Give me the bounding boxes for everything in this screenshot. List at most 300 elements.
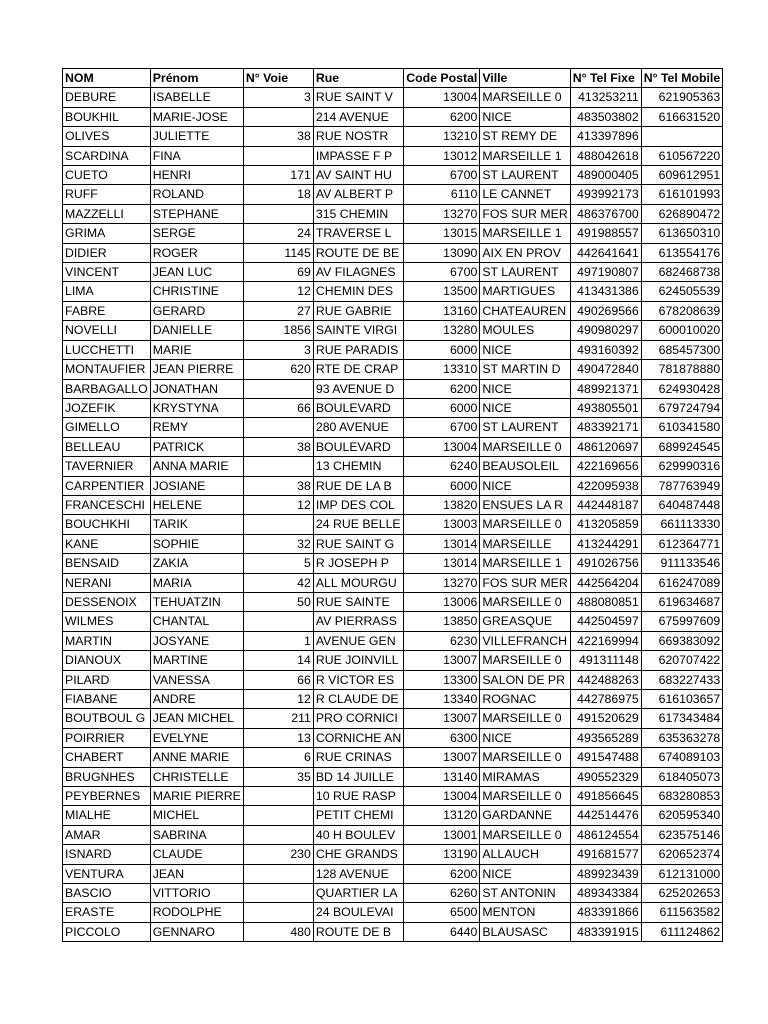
cell-tel-fixe: 489000405 — [570, 166, 641, 185]
cell-code-postal: 13007 — [404, 748, 480, 767]
cell-n-voie: 12 — [243, 690, 313, 709]
cell-rue: IMP DES COL — [313, 495, 403, 514]
cell-code-postal: 13190 — [404, 845, 480, 864]
cell-tel-fixe: 491311148 — [570, 651, 641, 670]
table-row — [63, 166, 723, 185]
cell-nom: CUETO — [63, 166, 151, 185]
cell-rue: ROUTE DE BE — [313, 243, 403, 262]
cell-rue: R CLAUDE DE — [313, 690, 403, 709]
cell-n-voie: 18 — [243, 185, 313, 204]
cell-code-postal: 6700 — [404, 166, 480, 185]
cell-rue: BOULEVARD — [313, 437, 403, 456]
cell-n-voie: 6 — [243, 748, 313, 767]
cell-ville: MIRAMAS — [480, 767, 570, 786]
cell-tel-mobile: 617343484 — [641, 709, 722, 728]
cell-rue: ROUTE DE B — [313, 922, 403, 941]
cell-ville: GREASQUE — [480, 612, 570, 631]
cell-nom: BASCIO — [63, 884, 151, 903]
cell-rue: 24 BOULEVAI — [313, 903, 403, 922]
cell-prenom: JEAN MICHEL — [150, 709, 243, 728]
cell-tel-mobile: 611563582 — [641, 903, 722, 922]
cell-tel-fixe: 488080851 — [570, 592, 641, 611]
table-row — [63, 340, 723, 359]
cell-tel-fixe: 491681577 — [570, 845, 641, 864]
cell-rue: IMPASSE F P — [313, 146, 403, 165]
cell-nom: BOUCHKHI — [63, 515, 151, 534]
cell-ville: MENTON — [480, 903, 570, 922]
cell-code-postal: 13270 — [404, 573, 480, 592]
cell-tel-mobile: 669383092 — [641, 631, 722, 650]
cell-rue: PRO CORNICI — [313, 709, 403, 728]
cell-n-voie — [243, 457, 313, 476]
cell-tel-fixe: 486120697 — [570, 437, 641, 456]
cell-rue: CORNICHE AN — [313, 728, 403, 747]
cell-nom: NOVELLI — [63, 321, 151, 340]
cell-prenom: MARIE — [150, 340, 243, 359]
cell-tel-mobile: 616103657 — [641, 690, 722, 709]
cell-n-voie — [243, 418, 313, 437]
table-row — [63, 592, 723, 611]
cell-prenom: VITTORIO — [150, 884, 243, 903]
cell-tel-fixe: 483391915 — [570, 922, 641, 941]
cell-prenom: FINA — [150, 146, 243, 165]
table-row — [63, 495, 723, 514]
cell-prenom: ANDRE — [150, 690, 243, 709]
cell-nom: GIMELLO — [63, 418, 151, 437]
cell-nom: MARTIN — [63, 631, 151, 650]
cell-code-postal: 13014 — [404, 534, 480, 553]
table-row — [63, 379, 723, 398]
table-row — [63, 709, 723, 728]
cell-nom: BOUTBOUL G — [63, 709, 151, 728]
cell-n-voie — [243, 787, 313, 806]
cell-tel-fixe: 442448187 — [570, 495, 641, 514]
cell-tel-mobile: 612364771 — [641, 534, 722, 553]
cell-rue: CHE GRANDS — [313, 845, 403, 864]
cell-tel-mobile: 610341580 — [641, 418, 722, 437]
cell-tel-fixe: 491026756 — [570, 554, 641, 573]
table-row — [63, 476, 723, 495]
cell-code-postal: 6700 — [404, 263, 480, 282]
cell-tel-mobile: 683280853 — [641, 787, 722, 806]
cell-prenom: HENRI — [150, 166, 243, 185]
cell-tel-mobile: 635363278 — [641, 728, 722, 747]
cell-code-postal: 13820 — [404, 495, 480, 514]
column-header-prenom: Prénom — [150, 69, 243, 88]
cell-rue: 13 CHEMIN — [313, 457, 403, 476]
cell-code-postal: 13004 — [404, 88, 480, 107]
cell-rue: RUE DE LA B — [313, 476, 403, 495]
cell-prenom: STEPHANE — [150, 204, 243, 223]
cell-tel-fixe: 491988557 — [570, 224, 641, 243]
table-row — [63, 631, 723, 650]
cell-prenom: MARIE PIERRE — [150, 787, 243, 806]
cell-ville: VILLEFRANCH — [480, 631, 570, 650]
cell-n-voie: 230 — [243, 845, 313, 864]
cell-nom: PICCOLO — [63, 922, 151, 941]
cell-n-voie: 38 — [243, 437, 313, 456]
cell-n-voie: 480 — [243, 922, 313, 941]
cell-ville: NICE — [480, 398, 570, 417]
cell-prenom: SERGE — [150, 224, 243, 243]
cell-tel-fixe: 413253211 — [570, 88, 641, 107]
cell-code-postal: 13210 — [404, 127, 480, 146]
cell-n-voie — [243, 204, 313, 223]
cell-ville: MARSEILLE 0 — [480, 709, 570, 728]
cell-tel-fixe: 483391866 — [570, 903, 641, 922]
cell-n-voie: 1145 — [243, 243, 313, 262]
cell-code-postal: 6200 — [404, 107, 480, 126]
table-row — [63, 864, 723, 883]
cell-code-postal: 13280 — [404, 321, 480, 340]
cell-nom: RUFF — [63, 185, 151, 204]
cell-n-voie: 38 — [243, 476, 313, 495]
table-row — [63, 321, 723, 340]
cell-ville: NICE — [480, 476, 570, 495]
cell-prenom: MARIE-JOSE — [150, 107, 243, 126]
cell-tel-fixe: 489343384 — [570, 884, 641, 903]
cell-tel-fixe: 413431386 — [570, 282, 641, 301]
cell-code-postal: 6260 — [404, 884, 480, 903]
cell-ville: ST REMY DE — [480, 127, 570, 146]
cell-rue: 128 AVENUE — [313, 864, 403, 883]
cell-code-postal: 6000 — [404, 476, 480, 495]
cell-tel-mobile: 674089103 — [641, 748, 722, 767]
table-row — [63, 185, 723, 204]
cell-code-postal: 13006 — [404, 592, 480, 611]
cell-rue: 10 RUE RASP — [313, 787, 403, 806]
cell-ville: MARTIGUES — [480, 282, 570, 301]
cell-tel-mobile: 624505539 — [641, 282, 722, 301]
table-row — [63, 204, 723, 223]
cell-prenom: EVELYNE — [150, 728, 243, 747]
cell-n-voie: 1856 — [243, 321, 313, 340]
cell-nom: DIANOUX — [63, 651, 151, 670]
cell-rue: PETIT CHEMI — [313, 806, 403, 825]
cell-rue: RUE GABRIE — [313, 301, 403, 320]
cell-tel-fixe: 442564204 — [570, 573, 641, 592]
cell-tel-mobile: 625202653 — [641, 884, 722, 903]
table-row — [63, 884, 723, 903]
cell-nom: VINCENT — [63, 263, 151, 282]
cell-tel-fixe: 486376700 — [570, 204, 641, 223]
cell-nom: BENSAID — [63, 554, 151, 573]
cell-ville: MOULES — [480, 321, 570, 340]
cell-n-voie: 12 — [243, 282, 313, 301]
table-row — [63, 767, 723, 786]
cell-tel-fixe: 413244291 — [570, 534, 641, 553]
cell-prenom: SABRINA — [150, 825, 243, 844]
cell-n-voie — [243, 107, 313, 126]
cell-prenom: MICHEL — [150, 806, 243, 825]
cell-tel-mobile: 619634687 — [641, 592, 722, 611]
cell-n-voie: 50 — [243, 592, 313, 611]
cell-tel-fixe: 442488263 — [570, 670, 641, 689]
cell-prenom: CLAUDE — [150, 845, 243, 864]
cell-rue: 24 RUE BELLE — [313, 515, 403, 534]
cell-ville: BEAUSOLEIL — [480, 457, 570, 476]
table-row — [63, 670, 723, 689]
cell-tel-mobile: 616631520 — [641, 107, 722, 126]
table-row — [63, 903, 723, 922]
cell-tel-fixe: 490269566 — [570, 301, 641, 320]
cell-ville: MARSEILLE 0 — [480, 787, 570, 806]
cell-code-postal: 6700 — [404, 418, 480, 437]
cell-ville: FOS SUR MER — [480, 573, 570, 592]
cell-tel-fixe: 490472840 — [570, 360, 641, 379]
cell-code-postal: 13500 — [404, 282, 480, 301]
cell-ville: ST ANTONIN — [480, 884, 570, 903]
cell-rue: RUE SAINTE — [313, 592, 403, 611]
cell-tel-fixe: 490980297 — [570, 321, 641, 340]
cell-tel-fixe: 493565289 — [570, 728, 641, 747]
cell-tel-mobile: 616247089 — [641, 573, 722, 592]
cell-n-voie: 14 — [243, 651, 313, 670]
cell-code-postal: 13850 — [404, 612, 480, 631]
cell-n-voie: 13 — [243, 728, 313, 747]
cell-nom: MIALHE — [63, 806, 151, 825]
cell-rue: AV ALBERT P — [313, 185, 403, 204]
cell-code-postal: 13007 — [404, 709, 480, 728]
cell-prenom: ROLAND — [150, 185, 243, 204]
cell-ville: ENSUES LA R — [480, 495, 570, 514]
cell-ville: CHATEAUREN — [480, 301, 570, 320]
cell-code-postal: 13300 — [404, 670, 480, 689]
cell-ville: NICE — [480, 340, 570, 359]
cell-code-postal: 13003 — [404, 515, 480, 534]
cell-nom: DIDIER — [63, 243, 151, 262]
cell-n-voie: 32 — [243, 534, 313, 553]
cell-ville: NICE — [480, 379, 570, 398]
cell-code-postal: 13012 — [404, 146, 480, 165]
cell-tel-fixe: 493992173 — [570, 185, 641, 204]
cell-nom: ISNARD — [63, 845, 151, 864]
cell-ville: BLAUSASC — [480, 922, 570, 941]
cell-code-postal: 13270 — [404, 204, 480, 223]
cell-code-postal: 6200 — [404, 379, 480, 398]
cell-n-voie: 38 — [243, 127, 313, 146]
cell-prenom: PATRICK — [150, 437, 243, 456]
cell-nom: AMAR — [63, 825, 151, 844]
cell-n-voie: 12 — [243, 495, 313, 514]
cell-nom: POIRRIER — [63, 728, 151, 747]
cell-prenom: MARTINE — [150, 651, 243, 670]
column-header-code-postal: Code Postal — [404, 69, 480, 88]
cell-nom: WILMES — [63, 612, 151, 631]
cell-n-voie: 24 — [243, 224, 313, 243]
cell-ville: MARSEILLE 0 — [480, 88, 570, 107]
cell-nom: NERANI — [63, 573, 151, 592]
cell-n-voie: 42 — [243, 573, 313, 592]
cell-code-postal: 6000 — [404, 340, 480, 359]
cell-tel-mobile: 609612951 — [641, 166, 722, 185]
cell-n-voie: 66 — [243, 670, 313, 689]
cell-code-postal: 13007 — [404, 651, 480, 670]
cell-rue: RTE DE CRAP — [313, 360, 403, 379]
header-row — [63, 69, 723, 88]
cell-rue: R VICTOR ES — [313, 670, 403, 689]
cell-code-postal: 6500 — [404, 903, 480, 922]
cell-rue: RUE SAINT G — [313, 534, 403, 553]
table-row — [63, 573, 723, 592]
cell-n-voie — [243, 864, 313, 883]
table-row — [63, 243, 723, 262]
table-row — [63, 301, 723, 320]
cell-rue: 280 AVENUE — [313, 418, 403, 437]
contacts-table — [62, 68, 723, 942]
cell-tel-mobile: 621905363 — [641, 88, 722, 107]
cell-nom: FIABANE — [63, 690, 151, 709]
cell-rue: RUE NOSTR — [313, 127, 403, 146]
cell-code-postal: 13160 — [404, 301, 480, 320]
cell-tel-fixe: 488042618 — [570, 146, 641, 165]
cell-prenom: ISABELLE — [150, 88, 243, 107]
cell-ville: ALLAUCH — [480, 845, 570, 864]
cell-code-postal: 6110 — [404, 185, 480, 204]
cell-tel-mobile: 678208639 — [641, 301, 722, 320]
table-body — [63, 88, 723, 942]
cell-tel-fixe: 483392171 — [570, 418, 641, 437]
cell-ville: MARSEILLE — [480, 534, 570, 553]
cell-tel-mobile: 612131000 — [641, 864, 722, 883]
cell-nom: VENTURA — [63, 864, 151, 883]
cell-n-voie: 1 — [243, 631, 313, 650]
cell-code-postal: 13090 — [404, 243, 480, 262]
cell-rue: R JOSEPH P — [313, 554, 403, 573]
cell-rue: AV FILAGNES — [313, 263, 403, 282]
cell-nom: DESSENOIX — [63, 592, 151, 611]
cell-nom: BELLEAU — [63, 437, 151, 456]
table-row — [63, 282, 723, 301]
cell-ville: NICE — [480, 864, 570, 883]
cell-n-voie: 3 — [243, 340, 313, 359]
cell-tel-mobile: 682468738 — [641, 263, 722, 282]
cell-tel-mobile: 611124862 — [641, 922, 722, 941]
cell-nom: CARPENTIER — [63, 476, 151, 495]
cell-prenom: ANNA MARIE — [150, 457, 243, 476]
cell-prenom: JOSYANE — [150, 631, 243, 650]
table-row — [63, 690, 723, 709]
cell-rue: CHEMIN DES — [313, 282, 403, 301]
table-row — [63, 651, 723, 670]
cell-tel-fixe: 442786975 — [570, 690, 641, 709]
cell-rue: SAINTE VIRGI — [313, 321, 403, 340]
cell-prenom: ANNE MARIE — [150, 748, 243, 767]
cell-tel-mobile: 624930428 — [641, 379, 722, 398]
cell-prenom: ZAKIA — [150, 554, 243, 573]
cell-prenom: JEAN PIERRE — [150, 360, 243, 379]
table-row — [63, 748, 723, 767]
cell-rue: 93 AVENUE D — [313, 379, 403, 398]
cell-prenom: REMY — [150, 418, 243, 437]
cell-tel-fixe: 442641641 — [570, 243, 641, 262]
cell-tel-mobile: 679724794 — [641, 398, 722, 417]
cell-n-voie: 620 — [243, 360, 313, 379]
table-row — [63, 360, 723, 379]
table-row — [63, 554, 723, 573]
cell-n-voie — [243, 612, 313, 631]
cell-ville: MARSEILLE 0 — [480, 825, 570, 844]
column-header-n-voie: N° Voie — [243, 69, 313, 88]
cell-nom: SCARDINA — [63, 146, 151, 165]
cell-prenom: JOSIANE — [150, 476, 243, 495]
cell-ville: MARSEILLE 1 — [480, 554, 570, 573]
cell-tel-mobile: 613554176 — [641, 243, 722, 262]
cell-nom: LIMA — [63, 282, 151, 301]
table-row — [63, 88, 723, 107]
cell-nom: DEBURE — [63, 88, 151, 107]
cell-ville: NICE — [480, 107, 570, 126]
cell-prenom: GENNARO — [150, 922, 243, 941]
cell-rue: AVENUE GEN — [313, 631, 403, 650]
cell-nom: GRIMA — [63, 224, 151, 243]
cell-code-postal: 6300 — [404, 728, 480, 747]
cell-rue: RUE JOINVILL — [313, 651, 403, 670]
cell-tel-mobile: 620652374 — [641, 845, 722, 864]
cell-n-voie — [243, 379, 313, 398]
cell-rue: 40 H BOULEV — [313, 825, 403, 844]
cell-code-postal: 6200 — [404, 864, 480, 883]
cell-tel-fixe: 491547488 — [570, 748, 641, 767]
cell-tel-fixe: 422095938 — [570, 476, 641, 495]
cell-tel-mobile: 610567220 — [641, 146, 722, 165]
cell-tel-mobile: 600010020 — [641, 321, 722, 340]
cell-nom: FABRE — [63, 301, 151, 320]
cell-tel-fixe: 442514476 — [570, 806, 641, 825]
cell-tel-mobile: 661113330 — [641, 515, 722, 534]
cell-tel-fixe: 483503802 — [570, 107, 641, 126]
cell-tel-fixe: 490552329 — [570, 767, 641, 786]
cell-prenom: MARIA — [150, 573, 243, 592]
cell-n-voie: 66 — [243, 398, 313, 417]
cell-prenom: KRYSTYNA — [150, 398, 243, 417]
cell-tel-mobile: 683227433 — [641, 670, 722, 689]
cell-code-postal: 13140 — [404, 767, 480, 786]
cell-rue: RUE SAINT V — [313, 88, 403, 107]
cell-prenom: JEAN — [150, 864, 243, 883]
table-row — [63, 224, 723, 243]
cell-prenom: TEHUATZIN — [150, 592, 243, 611]
table-row — [63, 146, 723, 165]
cell-tel-mobile: 629990316 — [641, 457, 722, 476]
cell-tel-fixe: 442504597 — [570, 612, 641, 631]
cell-tel-fixe: 489921371 — [570, 379, 641, 398]
cell-code-postal: 13310 — [404, 360, 480, 379]
cell-rue: 315 CHEMIN — [313, 204, 403, 223]
cell-prenom: GERARD — [150, 301, 243, 320]
cell-rue: RUE CRINAS — [313, 748, 403, 767]
cell-tel-mobile — [641, 127, 722, 146]
cell-prenom: CHANTAL — [150, 612, 243, 631]
cell-tel-mobile: 626890472 — [641, 204, 722, 223]
cell-ville: ROGNAC — [480, 690, 570, 709]
cell-prenom: ROGER — [150, 243, 243, 262]
cell-tel-mobile: 781878880 — [641, 360, 722, 379]
cell-code-postal: 13015 — [404, 224, 480, 243]
cell-ville: MARSEILLE 1 — [480, 224, 570, 243]
column-header-tel-mobile: N° Tel Mobile — [641, 69, 722, 88]
cell-tel-mobile: 787763949 — [641, 476, 722, 495]
cell-tel-fixe: 422169994 — [570, 631, 641, 650]
cell-rue: BOULEVARD — [313, 398, 403, 417]
cell-tel-fixe: 491520629 — [570, 709, 641, 728]
table-row — [63, 398, 723, 417]
cell-tel-mobile: 616101993 — [641, 185, 722, 204]
cell-prenom: TARIK — [150, 515, 243, 534]
cell-ville: ST MARTIN D — [480, 360, 570, 379]
cell-prenom: JULIETTE — [150, 127, 243, 146]
cell-n-voie — [243, 515, 313, 534]
